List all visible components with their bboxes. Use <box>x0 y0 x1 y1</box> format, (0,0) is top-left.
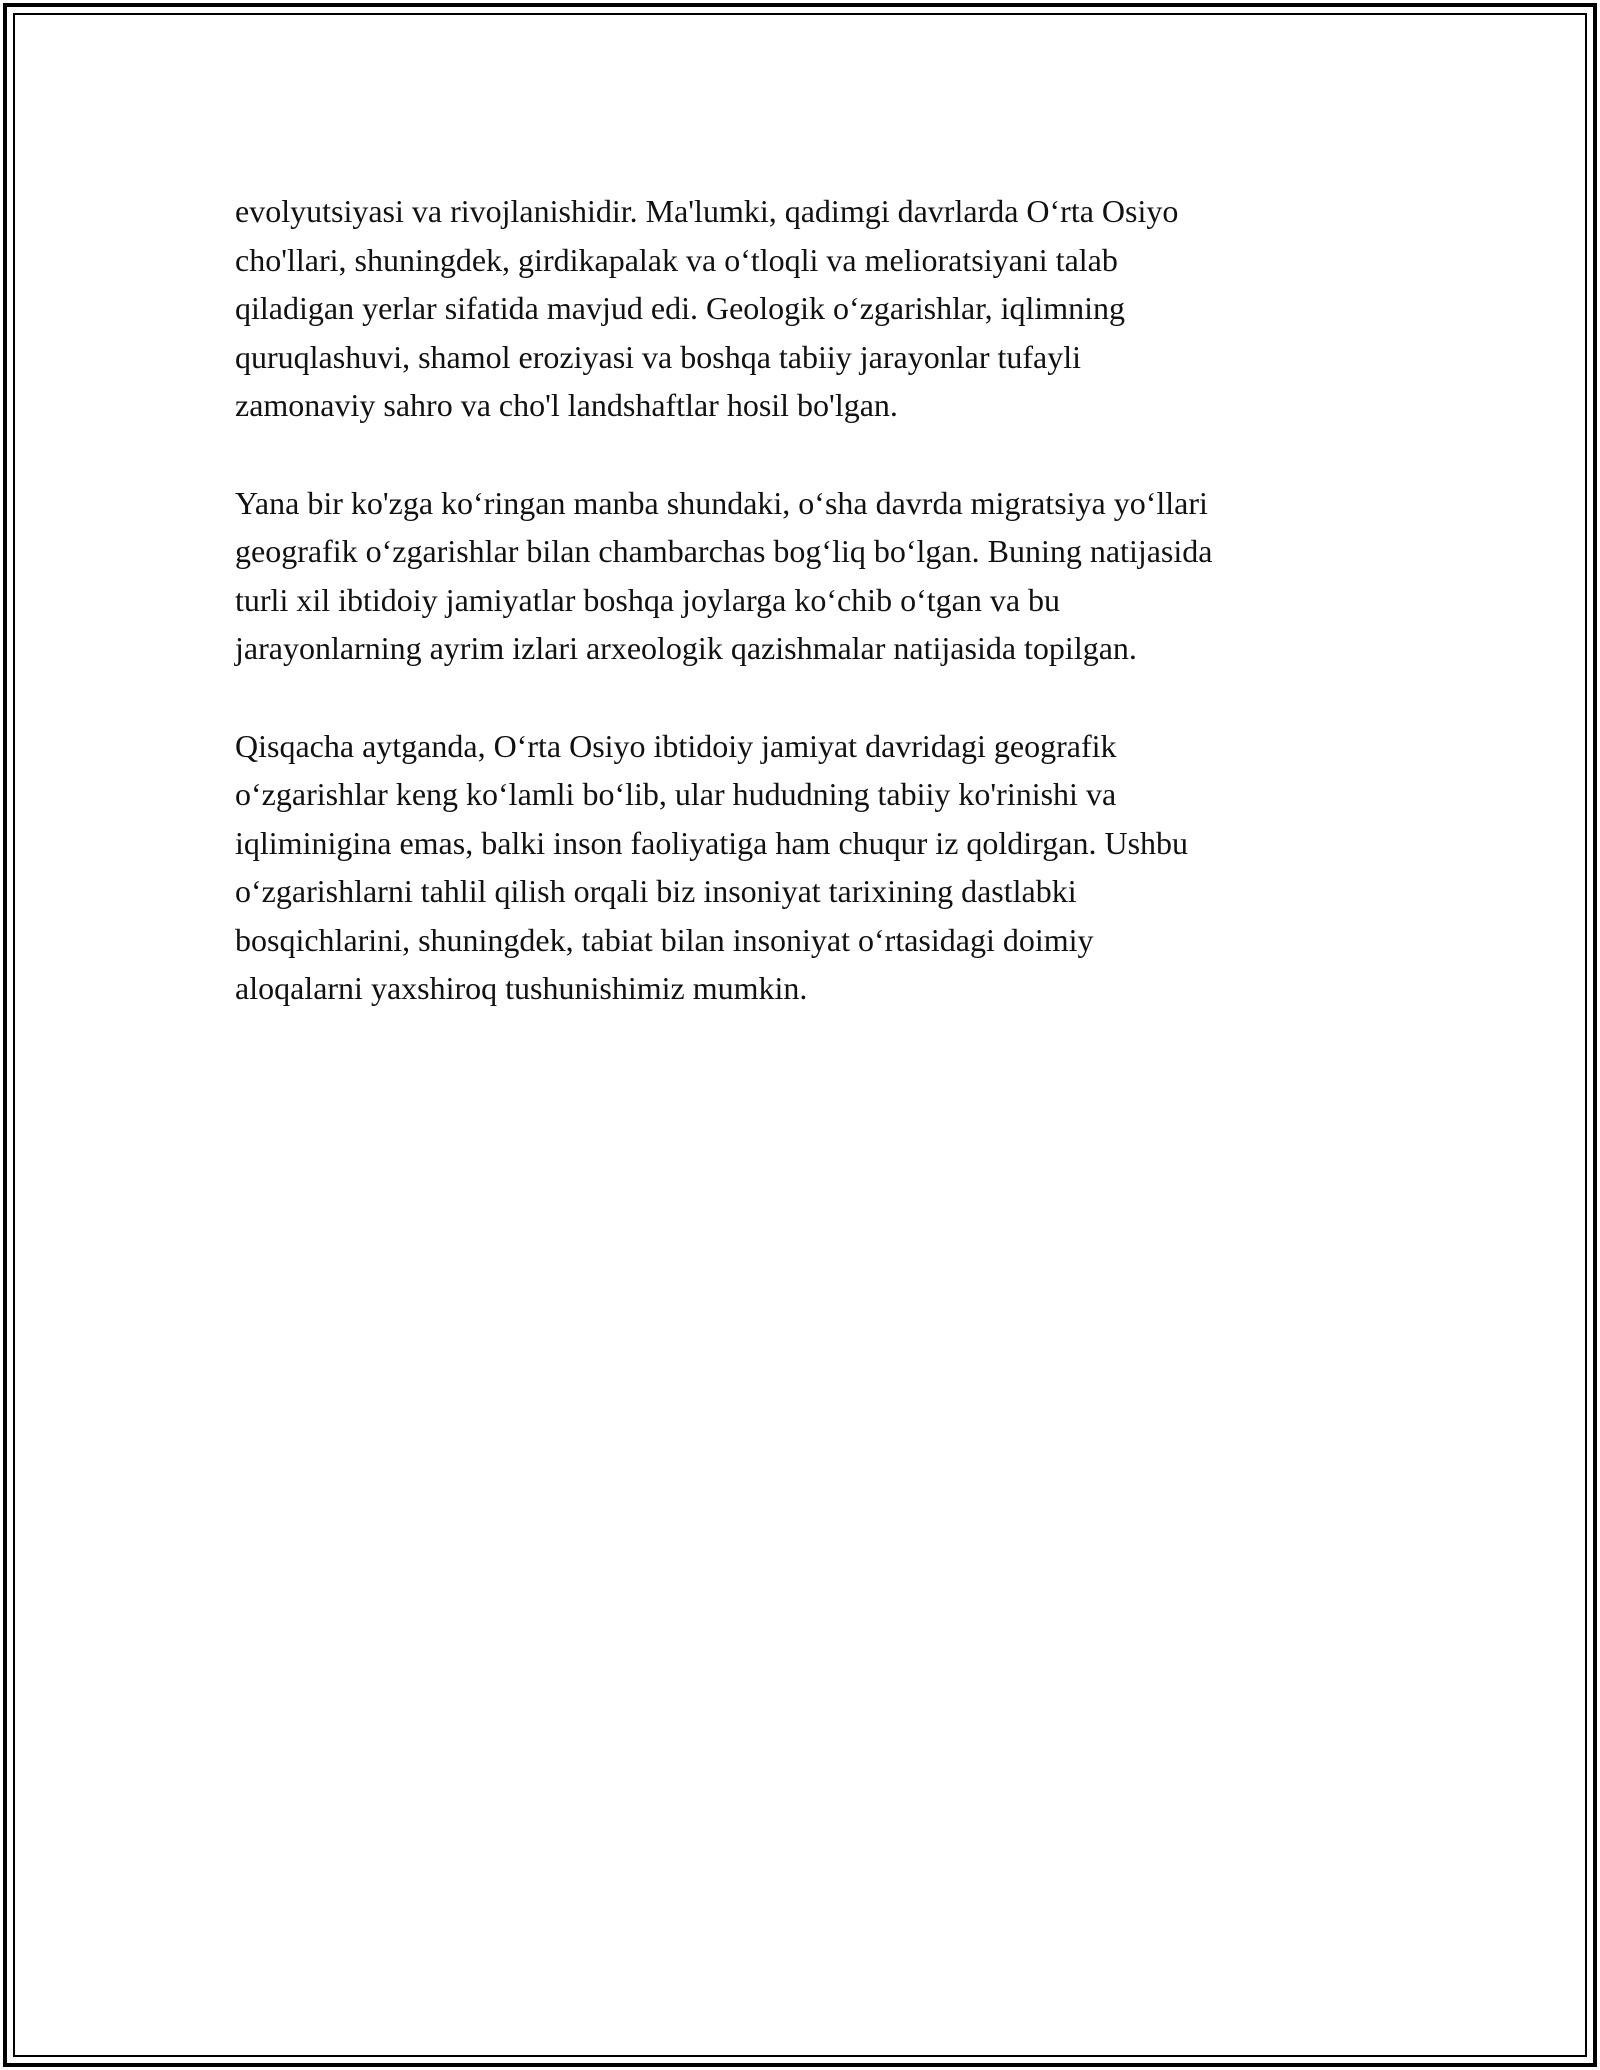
paragraph-2: Yana bir ko'zga ko‘ringan manba shundaki, o‘sha davrda migratsiya yo‘llari geografik o‘zgarishlar bilan chambarchas bog‘liq bo‘lgan. Buning natijasida turli xil ibtidoiy jamiyatlar boshqa joylarga ko‘chib o‘tgan va bu jarayonlarning ayrim izlari arxeologik qazishmalar natijasida topilgan. <box>235 484 1213 666</box>
document-body <box>235 187 1385 1013</box>
paragraph-3: Qisqacha aytganda, O‘rta Osiyo ibtidoiy jamiyat davridagi geografik o‘zgarishlar keng ko‘lamli bo‘lib, ular hududning tabiiy ko'rinishi va iqliminigina emas, balki inson faoliyatiga ham chuqur iz qoldirgan. Ushbu o‘zgarishlarni tahlil qilish orqali biz insoniyat tarixining dastlabki bosqichlarini, shuningdek, tabiat bilan insoniyat o‘rtasidagi doimiy aloqalarni yaxshiroq tushunishimiz mumkin. <box>235 727 1189 1006</box>
paragraph-1: evolyutsiyasi va rivojlanishidir. Ma'lumki, qadimgi davrlarda O‘rta Osiyo cho'llari, shuningdek, girdikapalak va o‘tloqli va melioratsiyani talab qiladigan yerlar sifatida mavjud edi. Geologik o‘zgarishlar, iqlimning quruqlashuvi, shamol eroziyasi va boshqa tabiiy jarayonlar tufayli zamonaviy sahro va cho'l landshaftlar hosil bo'lgan. <box>235 193 1179 423</box>
